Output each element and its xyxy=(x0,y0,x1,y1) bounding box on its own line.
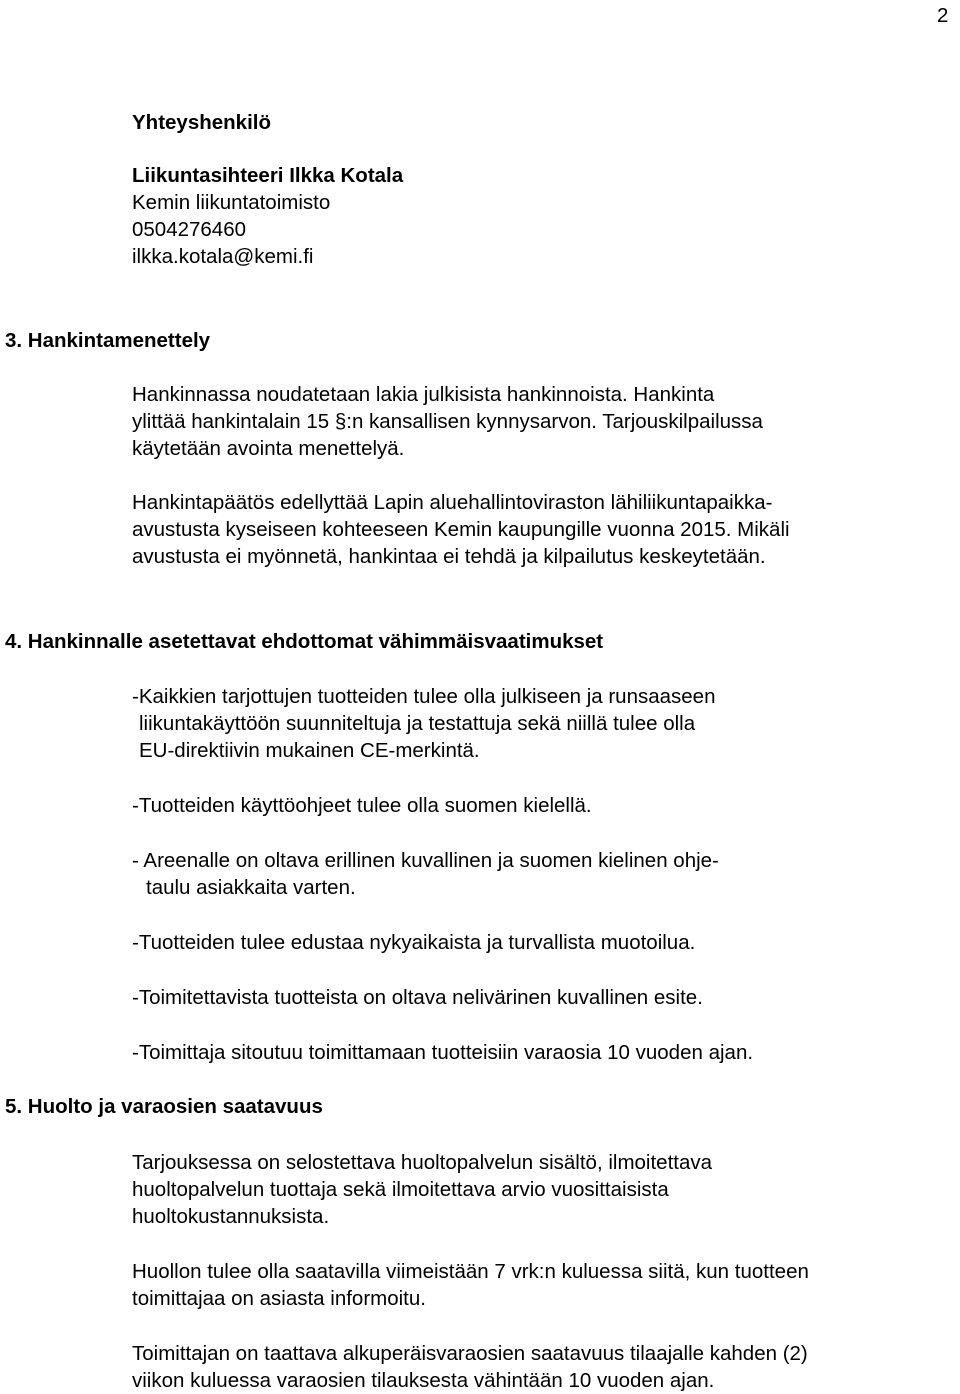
requirement-line: EU-direktiivin mukainen CE-merkintä. xyxy=(139,739,480,762)
contact-phone: 0504276460 xyxy=(132,218,247,241)
section3-para1-line: Hankinnassa noudatetaan lakia julkisista hankinnoista. Hankinta xyxy=(132,383,715,406)
page-number: 2 xyxy=(937,4,949,27)
contact-office: Kemin liikuntatoimisto xyxy=(132,191,331,214)
section5-para3-line: viikon kuluessa varaosien tilauksesta vähintään 10 vuoden ajan. xyxy=(132,1369,715,1392)
section3-heading: 3. Hankintamenettely xyxy=(5,329,211,352)
contact-email: ilkka.kotala@kemi.fi xyxy=(132,245,314,268)
section3-para2-line: Hankintapäätös edellyttää Lapin aluehallintoviraston lähiliikuntapaikka- xyxy=(132,491,773,514)
requirement-line: -Tuotteiden tulee edustaa nykyaikaista ja turvallista muotoilua. xyxy=(132,931,696,954)
section3-para2-line: avustusta ei myönnetä, hankintaa ei tehdä ja kilpailutus keskeytetään. xyxy=(132,545,766,568)
requirement-line: -Toimittaja sitoutuu toimittamaan tuotteisiin varaosia 10 vuoden ajan. xyxy=(132,1041,754,1064)
contact-name: Liikuntasihteeri Ilkka Kotala xyxy=(132,164,404,187)
section4-heading: 4. Hankinnalle asetettavat ehdottomat vähimmäisvaatimukset xyxy=(5,630,604,653)
section3-para1-line: ylittää hankintalain 15 §:n kansallisen kynnysarvon. Tarjouskilpailussa xyxy=(132,410,763,433)
section5-para1-line: Tarjouksessa on selostettava huoltopalvelun sisältö, ilmoitettava xyxy=(132,1151,713,1174)
section3-para1-line: käytetään avointa menettelyä. xyxy=(132,437,405,460)
requirement-line: -Toimitettavista tuotteista on oltava nelivärinen kuvallinen esite. xyxy=(132,986,703,1009)
requirement-line: - Areenalle on oltava erillinen kuvallinen ja suomen kielinen ohje- xyxy=(132,849,719,872)
requirement-line: -Kaikkien tarjottujen tuotteiden tulee olla julkiseen ja runsaaseen xyxy=(132,685,716,708)
section5-heading: 5. Huolto ja varaosien saatavuus xyxy=(5,1095,323,1118)
requirement-line: liikuntakäyttöön suunniteltuja ja testattuja sekä niillä tulee olla xyxy=(139,712,696,735)
section3-para2-line: avustusta kyseiseen kohteeseen Kemin kaupungille vuonna 2015. Mikäli xyxy=(132,518,790,541)
section5-para2-line: toimittajaa on asiasta informoitu. xyxy=(132,1287,426,1310)
section5-para2-line: Huollon tulee olla saatavilla viimeistään 7 vrk:n kuluessa siitä, kun tuotteen xyxy=(132,1260,809,1283)
requirement-line: taulu asiakkaita varten. xyxy=(146,876,356,899)
contact-heading: Yhteyshenkilö xyxy=(132,111,271,134)
section5-para1-line: huoltopalvelun tuottaja sekä ilmoitettava arvio vuosittaisista xyxy=(132,1178,669,1201)
requirement-line: -Tuotteiden käyttöohjeet tulee olla suomen kielellä. xyxy=(132,794,592,817)
section5-para3-line: Toimittajan on taattava alkuperäisvaraosien saatavuus tilaajalle kahden (2) xyxy=(132,1342,808,1365)
section5-para1-line: huoltokustannuksista. xyxy=(132,1205,330,1228)
